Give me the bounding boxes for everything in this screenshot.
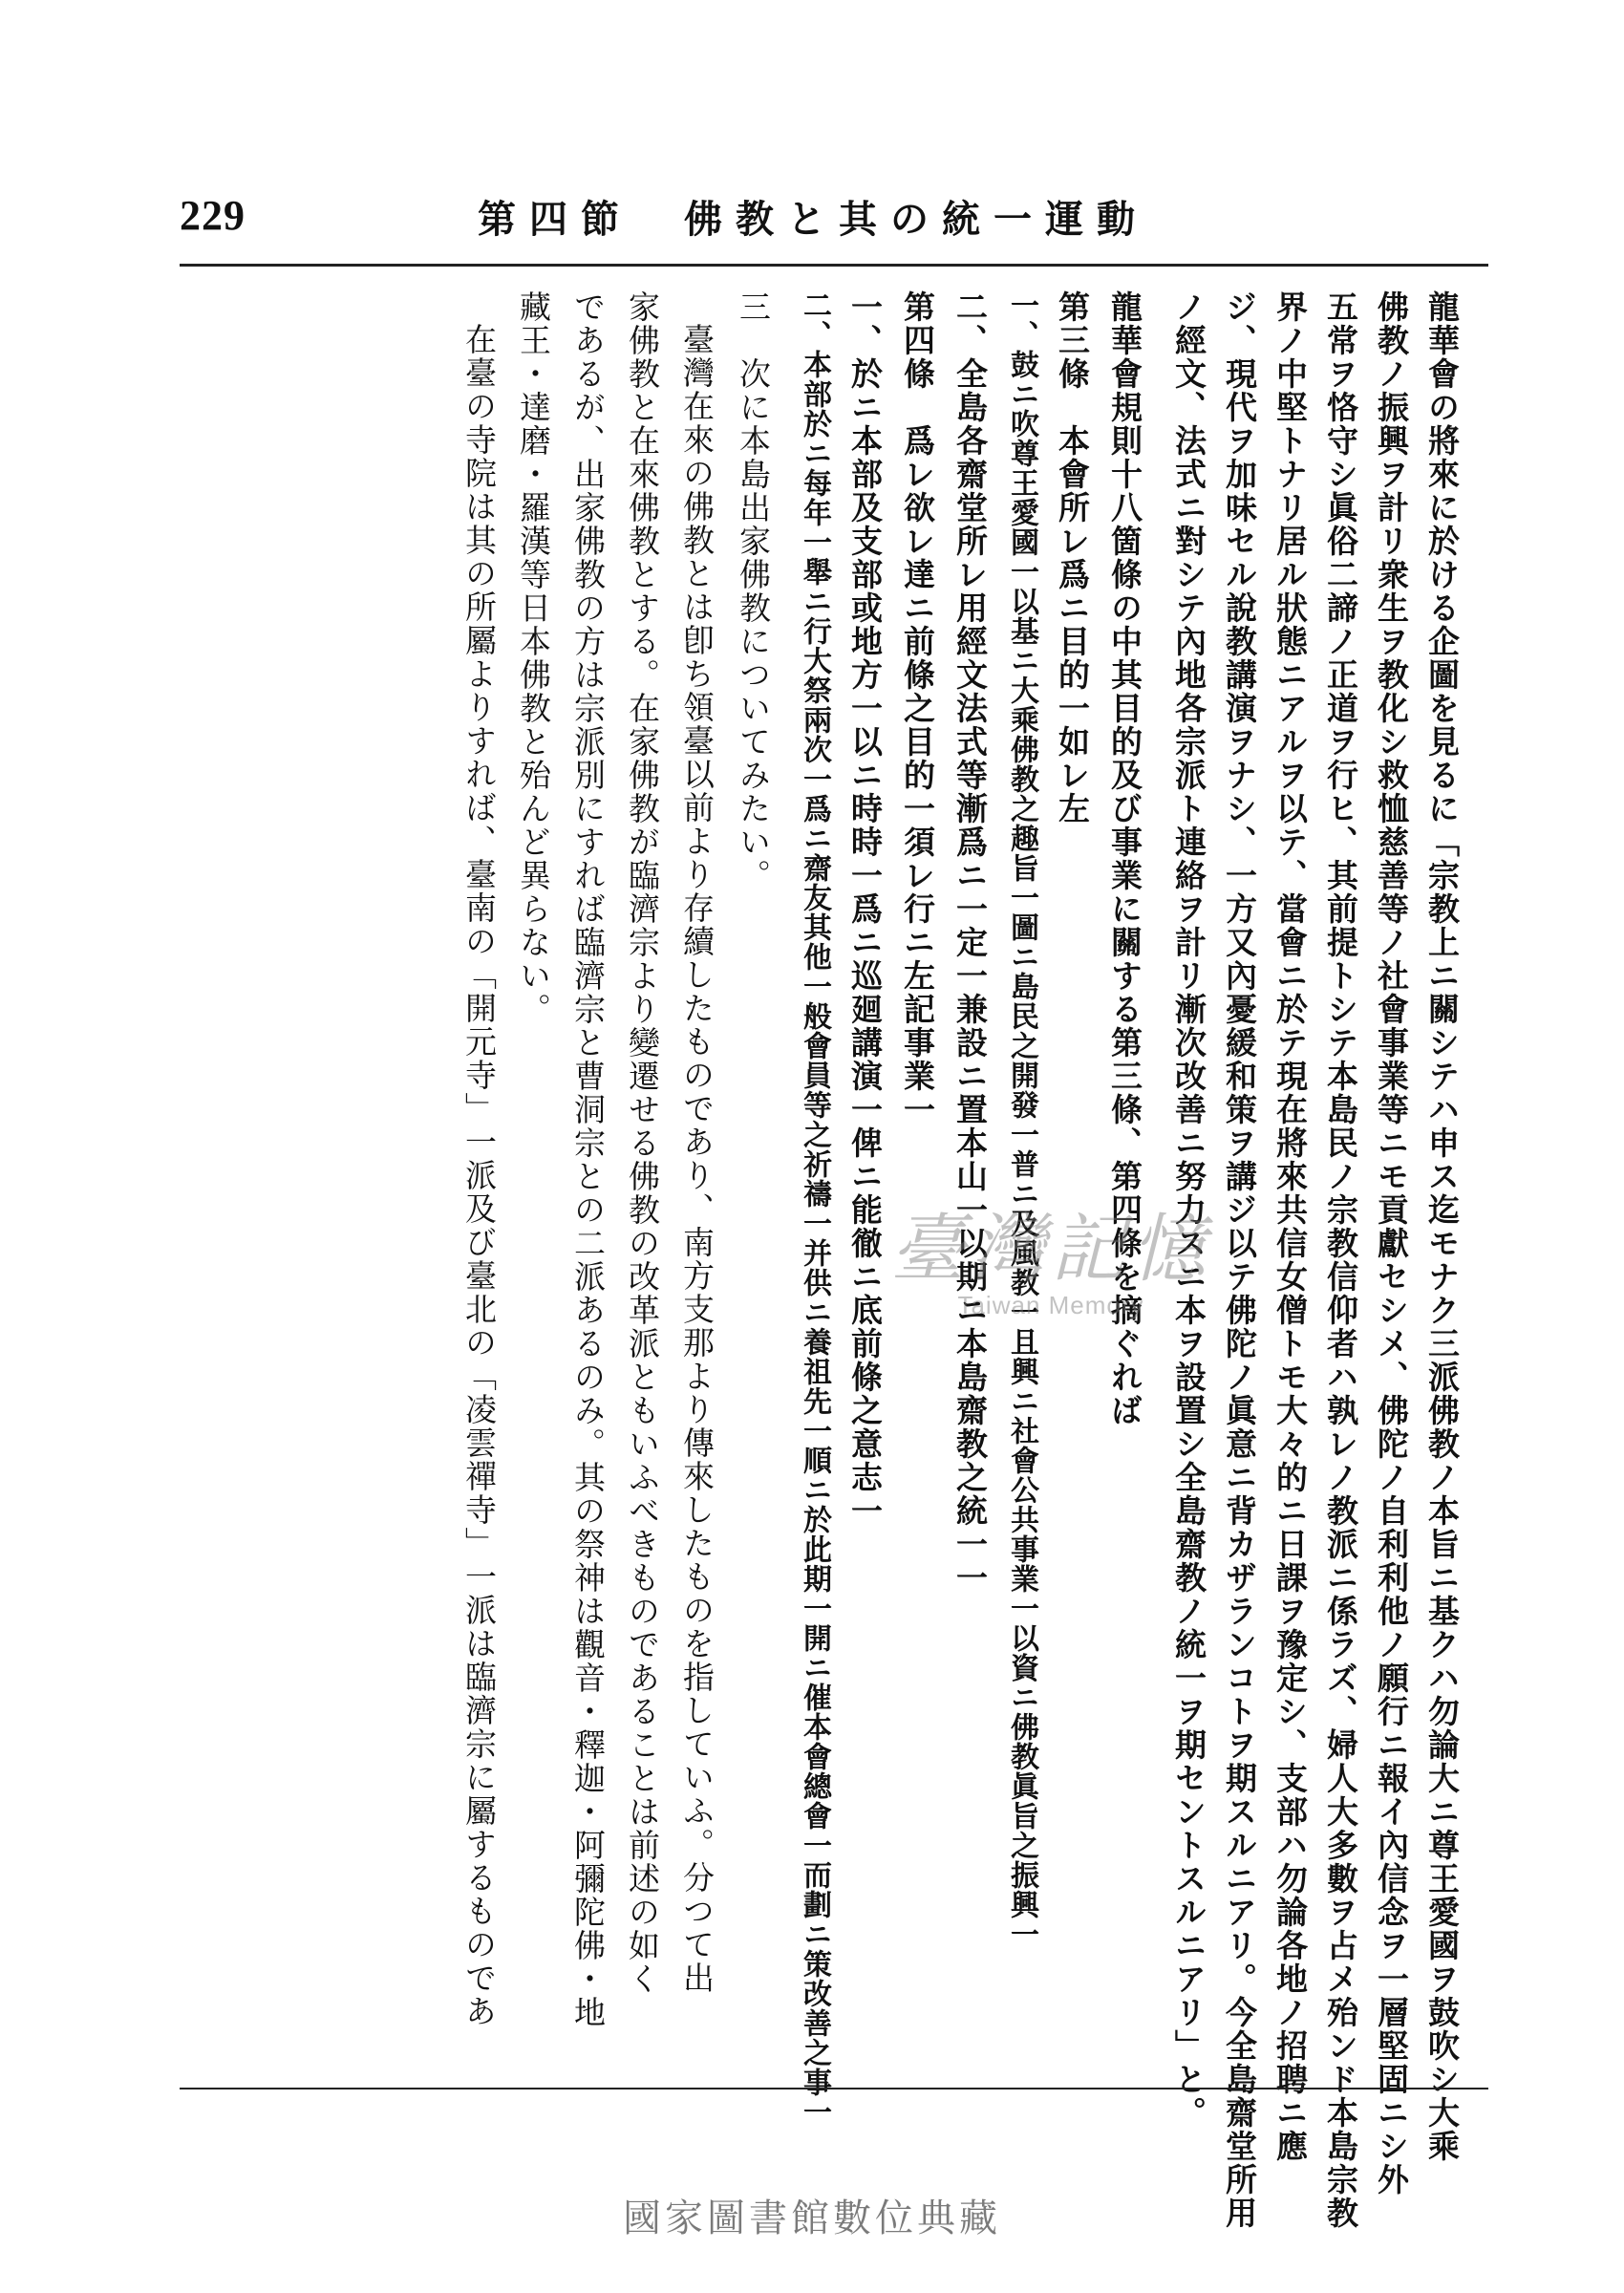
text-column: ジ、現代ヲ加味セル說教講演ヲナシ、一方又內憂緩和策ヲ講ジ以テ佛陀ノ眞意ニ背カザランコトヲ期スルニアリ。今全島齋堂所用 (1221, 290, 1258, 2230)
footer-credit: 國家圖書館數位典藏 (623, 2197, 1001, 2240)
text-column: 家佛教と在來佛教とする。在家佛教が臨濟宗より變遷せる佛教の改革派ともいふべきものであることは前述の如く (624, 290, 661, 1996)
text-column: 藏王・達磨・羅漢等日本佛教と殆んど異らない。 (515, 290, 552, 1026)
text-column: 龍華會の將來に於ける企圖を見るに「宗教上ニ關シテハ申ス迄モナク三派佛教ノ本旨ニ基クハ勿論大ニ尊王愛國ヲ鼓吹シ大乘 (1423, 290, 1461, 2163)
text-column: 在臺の寺院は其の所屬よりすれば、臺南の「開元寺」一派及び臺北の「凌雲禪寺」一派は臨濟宗に屬するものであ (460, 323, 498, 2028)
text-column: 界ノ中堅トナリ居ル狀態ニアルヲ以テ、當會ニ於テ現在將來共信女僧トモ大々的ニ日課ヲ豫定シ、支部ハ勿論各地ノ招聘ニ應 (1271, 290, 1309, 2163)
article-item: 一、鼓ニ吹尊王愛國一以基ニ大乘佛教之趣旨一圖ニ島民之開發一普ニ及風教一且興ニ社會公共事業一以資ニ佛教眞旨之振興一 (1005, 290, 1038, 1949)
article-heading: 第三條 本會所レ爲ニ目的一如レ左 (1054, 290, 1091, 825)
article-item: 一、於ニ本部及支部或地方一以ニ時時一爲ニ巡廻講演一俾ニ能徹ニ底前條之意志一 (846, 290, 884, 1528)
text-column: 龍華會規則十八箇條の中其目的及び事業に關する第三條、第四條を摘ぐれば (1106, 290, 1143, 1427)
text-column: 佛教ノ振興ヲ計リ衆生ヲ教化シ救恤慈善等ノ社會事業等ニモ貢獻セシメ、佛陀ノ自利利他ノ願行ニ報イ內信念ヲ一層堅固ニシ外 (1373, 290, 1410, 2197)
running-title: 第四節 佛教と其の統一運動 (478, 197, 1148, 242)
watermark-title: 臺灣記憶 (889, 1207, 1211, 1293)
text-column: であるが、出家佛教の方は宗派別にすれば臨濟宗と曹洞宗との二派あるのみ。其の祭神は觀音・釋迦・阿彌陀佛・地 (569, 290, 607, 2029)
text-column: 五常ヲ恪守シ眞俗二諦ノ正道ヲ行ヒ、其前提トシテ本島民ノ宗教信仰者ハ孰レノ教派ニ係ラズ、婦人大多數ヲ占メ殆ンド本島宗教 (1322, 290, 1359, 2230)
article-item: 二、全島各齋堂所レ用經文法式等漸爲ニ一定一兼設ニ置本山一以期ニ本島齋教之統一一 (951, 290, 989, 1595)
header-rule (180, 264, 1488, 267)
text-column: ノ經文、法式ニ對シテ內地各宗派ト連絡ヲ計リ漸次改善ニ努力スニ本ヲ設置シ全島齋教ノ統一ヲ期セントスルニアリ」と。 (1170, 290, 1207, 2130)
article-heading: 第四條 爲レ欲レ達ニ前條之目的一須レ行ニ左記事業一 (899, 290, 936, 1126)
article-item: 二、本部於ニ每年一舉ニ行大祭兩次一爲ニ齋友其他一般會員等之祈禱一并供ニ養祖先一順ニ於此期一開ニ催本會總會一而劃ニ策改善之事一 (798, 290, 831, 2127)
text-column: 臺灣在來の佛教とは卽ち領臺以前より存續したものであり、南方支那より傳來したものを指していふ。分つて出 (678, 323, 716, 1995)
page-number: 229 (180, 192, 246, 239)
watermark-subtitle: Taiwan Memory (957, 1291, 1144, 1319)
footer-rule (180, 2088, 1488, 2089)
section-heading: 三 次に本島出家佛教についてみたい。 (735, 290, 772, 892)
